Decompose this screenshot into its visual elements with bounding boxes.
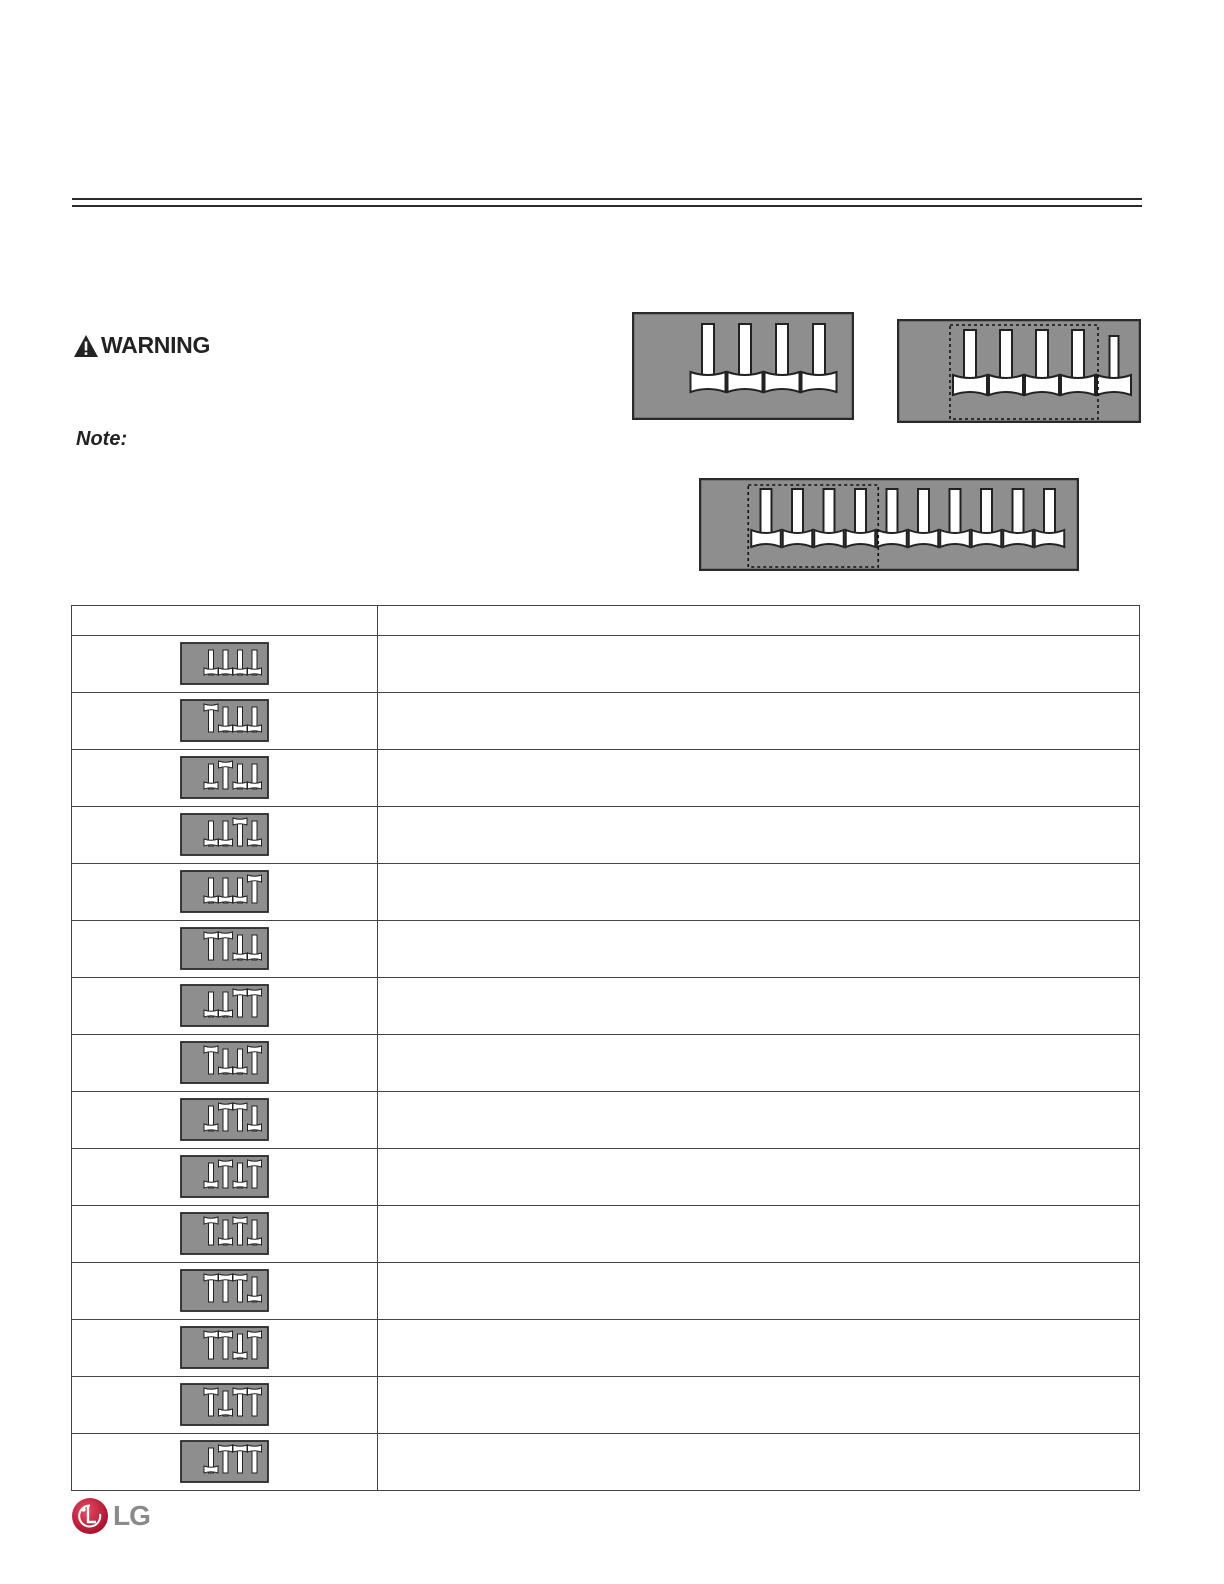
setting-description-cell <box>378 750 1140 807</box>
dip-switch-setting-icon <box>180 756 270 800</box>
setting-description-cell <box>378 1263 1140 1320</box>
dip-switch-setting-icon <box>180 642 270 686</box>
switch-setting-cell <box>72 1434 378 1491</box>
switch-setting-cell <box>72 1149 378 1206</box>
dip-switch-10pos-diagram <box>699 478 1079 571</box>
setting-description-cell <box>378 978 1140 1035</box>
table-row <box>72 693 1140 750</box>
dip-switch-setting-icon <box>180 1155 270 1199</box>
dip-switch-setting-icon <box>180 927 270 971</box>
switch-setting-cell <box>72 978 378 1035</box>
table-header-row <box>72 606 1140 636</box>
setting-description-cell <box>378 1092 1140 1149</box>
dip-switch-5pos-diagram <box>897 319 1141 423</box>
dip-switch-4pos-diagram <box>632 312 854 420</box>
setting-description-cell <box>378 1434 1140 1491</box>
lg-logo-text: LG <box>113 1500 150 1531</box>
table-row <box>72 750 1140 807</box>
dip-switch-setting-icon <box>180 1269 270 1313</box>
table-row <box>72 636 1140 693</box>
table-row <box>72 1206 1140 1263</box>
setting-description-cell <box>378 1149 1140 1206</box>
lg-face-logo-icon <box>71 1497 109 1535</box>
dip-switch-setting-icon <box>180 1041 270 1085</box>
table-row <box>72 1035 1140 1092</box>
warning-text: WARNING <box>101 332 211 358</box>
setting-description-cell <box>378 636 1140 693</box>
switch-setting-cell <box>72 1263 378 1320</box>
header-rule-bottom <box>72 205 1142 207</box>
table-row <box>72 1149 1140 1206</box>
setting-description-cell <box>378 921 1140 978</box>
header-rule-top <box>72 198 1142 200</box>
switch-setting-cell <box>72 921 378 978</box>
table-header-switch <box>72 606 378 636</box>
dip-switch-setting-icon <box>180 1326 270 1370</box>
table-row <box>72 1434 1140 1491</box>
table-header-description <box>378 606 1140 636</box>
setting-description-cell <box>378 807 1140 864</box>
switch-setting-cell <box>72 750 378 807</box>
dip-switch-setting-icon <box>180 1383 270 1427</box>
dip-switch-setting-icon <box>180 1098 270 1142</box>
switch-setting-cell <box>72 693 378 750</box>
dip-switch-setting-icon <box>180 1212 270 1256</box>
note-label: Note: <box>76 428 128 450</box>
table-row <box>72 1320 1140 1377</box>
table-row <box>72 807 1140 864</box>
switch-setting-cell <box>72 864 378 921</box>
dip-switch-settings-table <box>71 605 1140 1491</box>
warning-label <box>73 332 210 359</box>
switch-setting-cell <box>72 1035 378 1092</box>
setting-description-cell <box>378 1320 1140 1377</box>
setting-description-cell <box>378 693 1140 750</box>
switch-setting-cell <box>72 1206 378 1263</box>
table-row <box>72 1092 1140 1149</box>
dip-switch-setting-icon <box>180 813 270 857</box>
switch-setting-cell <box>72 1377 378 1434</box>
switch-setting-cell <box>72 1320 378 1377</box>
table-row <box>72 1263 1140 1320</box>
warning-triangle-icon <box>73 334 99 358</box>
lg-logo <box>71 1497 150 1535</box>
table-row <box>72 1377 1140 1434</box>
dip-switch-setting-icon <box>180 984 270 1028</box>
table-row <box>72 921 1140 978</box>
dip-switch-setting-icon <box>180 870 270 914</box>
table-row <box>72 978 1140 1035</box>
setting-description-cell <box>378 1206 1140 1263</box>
switch-setting-cell <box>72 636 378 693</box>
dip-switch-setting-icon <box>180 699 270 743</box>
setting-description-cell <box>378 864 1140 921</box>
setting-description-cell <box>378 1035 1140 1092</box>
setting-description-cell <box>378 1377 1140 1434</box>
switch-setting-cell <box>72 807 378 864</box>
dip-switch-setting-icon <box>180 1440 270 1484</box>
table-row <box>72 864 1140 921</box>
switch-setting-cell <box>72 1092 378 1149</box>
